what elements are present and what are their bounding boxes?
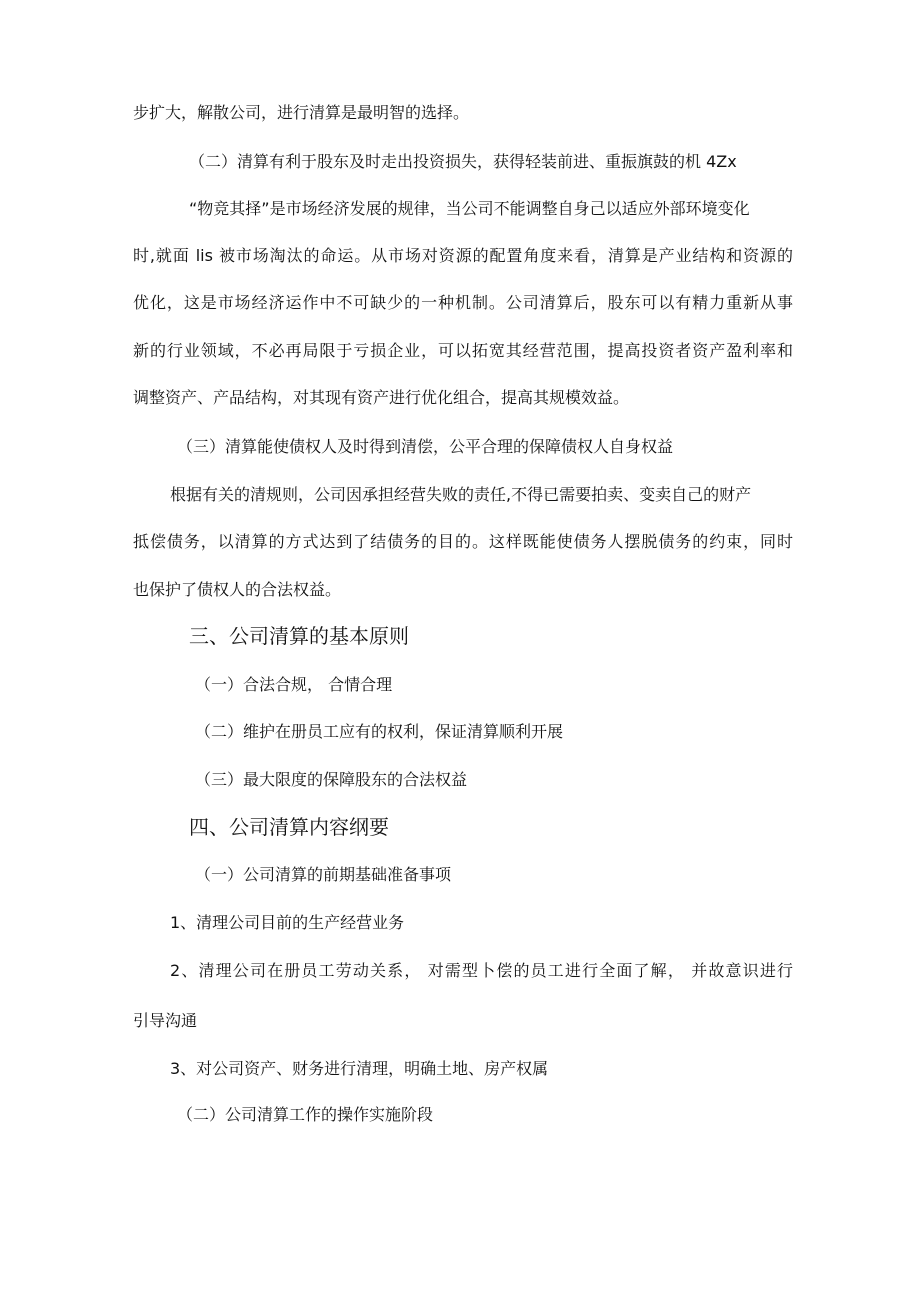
paragraph-line: 抵偿债务，以清算的方式达到了结债务的目的。这样既能使债务人摆脱债务的约束，同时: [133, 532, 793, 551]
outline-item-continuation: 引导沟通: [133, 1011, 198, 1030]
paragraph-line: 根据有关的清规则，公司因承担经营失败的责任,不得已需要拍卖、变卖自己的财产: [170, 485, 752, 504]
paragraph-line: 优化，这是市场经济运作中不可缺少的一种机制。公司清算后，股东可以有精力重新从事: [133, 293, 793, 312]
paragraph-continuation: 步扩大，解散公司，进行清算是最明智的选择。: [133, 103, 470, 122]
outline-item: 1、清理公司目前的生产经营业务: [170, 913, 405, 932]
principle-item: （二）维护在册员工应有的权利，保证清算顺利开展: [195, 722, 564, 741]
paragraph-line: “物竞其择”是市场经济发展的规律，当公司不能调整自身己以适应外部环境变化: [189, 199, 750, 218]
section-heading-4: 四、公司清算内容纲要: [189, 815, 389, 839]
subheading-2: （二）清算有利于股东及时走出投资损失，获得轻装前进、重振旗鼓的机 4Zx: [189, 152, 737, 171]
paragraph-line: 也保护了债权人的合法权益。: [133, 580, 342, 599]
principle-item: （一）合法合规， 合情合理: [195, 675, 393, 694]
paragraph-line: 新的行业领域，不必再局限于亏损企业，可以拓宽其经营范围，提高投资者资产盈利率和: [133, 341, 793, 360]
outline-item: 2、清理公司在册员工劳动关系， 对需型卜偿的员工进行全面了解， 并故意识进行: [170, 961, 793, 980]
principle-item: （三）最大限度的保障股东的合法权益: [195, 770, 468, 789]
paragraph-line: 调整资产、产品结构，对其现有资产进行优化组合，提高其规模效益。: [133, 388, 630, 407]
subheading-3: （三）清算能使债权人及时得到清偿，公平合理的保障债权人自身权益: [177, 437, 674, 456]
outline-subheading: （一）公司清算的前期基础准备事项: [195, 865, 452, 884]
paragraph-line: 时,就面 lis 被市场淘汰的命运。从市场对资源的配置角度来看，清算是产业结构和资源的: [133, 246, 793, 265]
section-heading-3: 三、公司清算的基本原则: [189, 624, 409, 648]
outline-item: 3、对公司资产、财务进行清理，明确土地、房产权属: [170, 1059, 549, 1078]
outline-subheading: （二）公司清算工作的操作实施阶段: [177, 1105, 434, 1124]
